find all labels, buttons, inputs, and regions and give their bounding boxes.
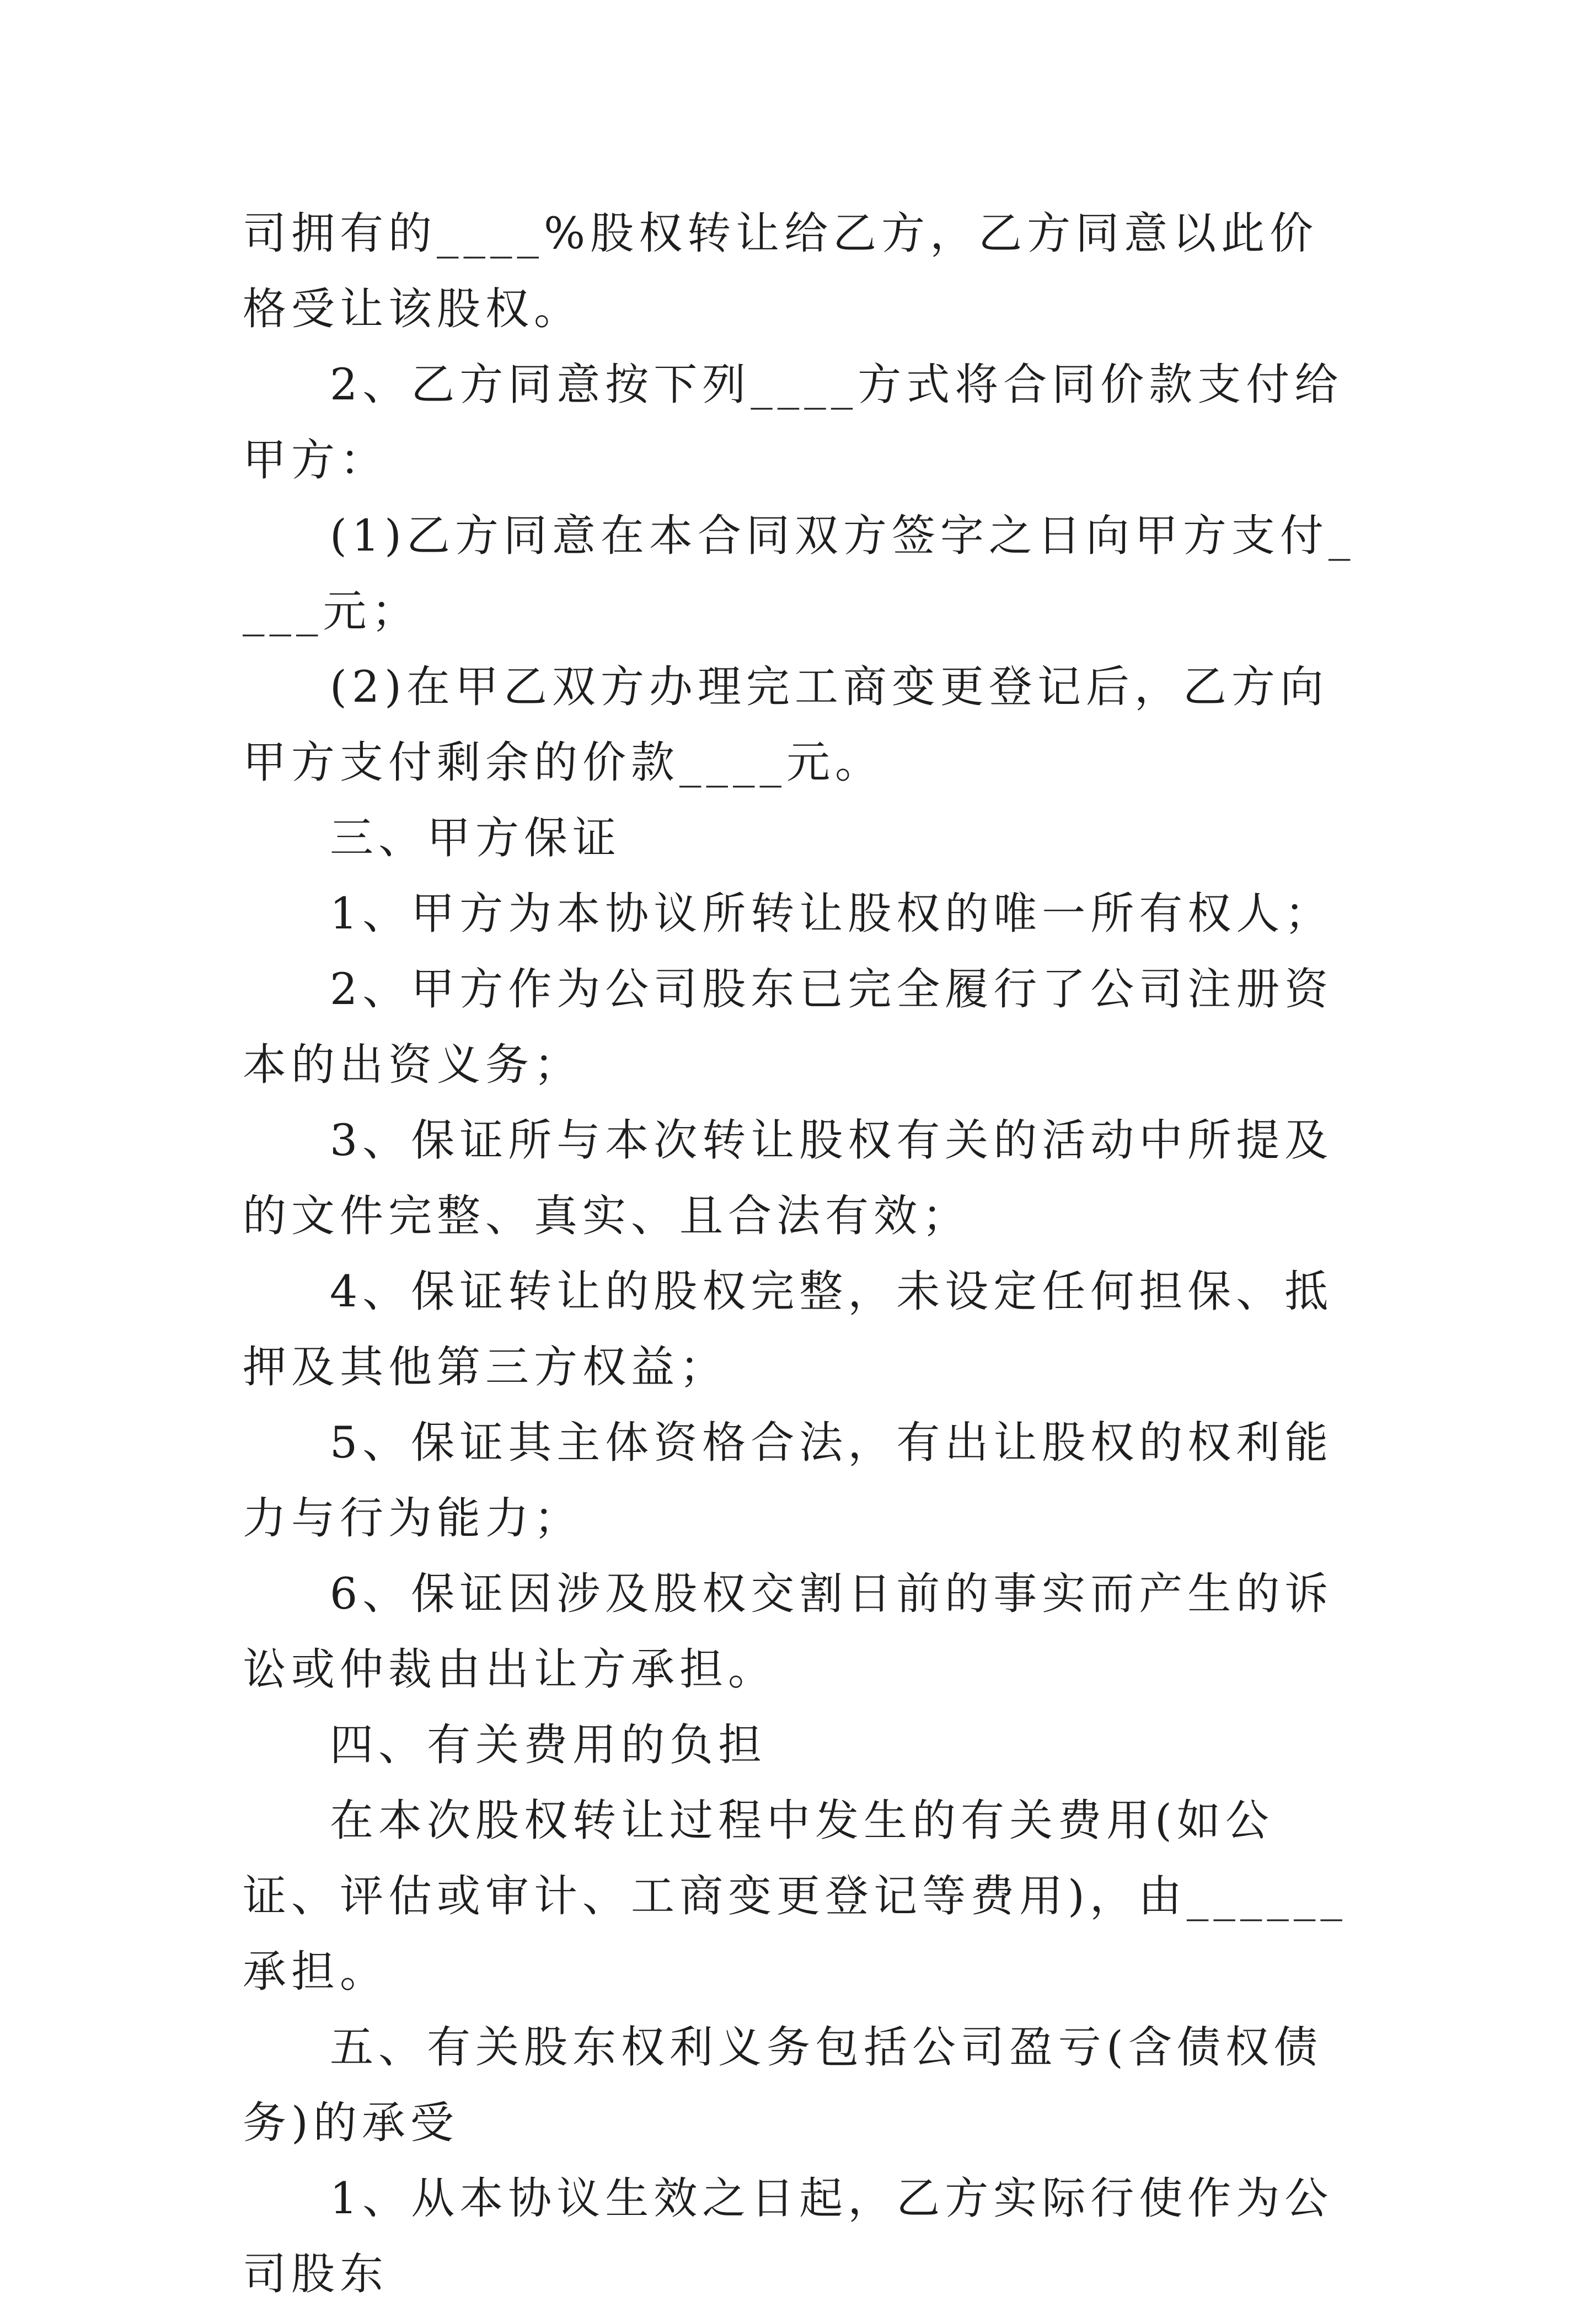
paragraph-guarantee-5: 5、保证其主体资格合法，有出让股权的权利能力与行为能力； (243, 1417, 1333, 1544)
paragraph-guarantee-6: 6、保证因涉及股权交割日前的事实而产生的诉讼或仲裁由出让方承担。 (243, 1568, 1333, 1695)
paragraph-guarantee-1: 1、甲方为本协议所转让股权的唯一所有权人； (330, 888, 1333, 939)
paragraph-guarantee-3: 3、保证所与本次转让股权有关的活动中所提及的文件完整、真实、且合法有效； (243, 1115, 1333, 1241)
paragraph-guarantee-2: 2、甲方作为公司股东已完全履行了公司注册资本的出资义务； (243, 964, 1333, 1090)
paragraph-payment-method: 2、乙方同意按下列____方式将合同价款支付给甲方： (243, 359, 1343, 485)
paragraph-transfer-ratio: 司拥有的____%股权转让给乙方，乙方同意以此价格受让该股权。 (243, 208, 1319, 334)
paragraph-payment-remaining: (2)在甲乙双方办理完工商变更登记后，乙方向甲方支付剩余的价款____元。 (243, 661, 1329, 788)
section-heading-shareholder-rights: 五、有关股东权利义务包括公司盈亏(含债权债务)的承受 (243, 2022, 1322, 2148)
paragraph-payment-first: (1)乙方同意在本合同双方签字之日向甲方支付____元； (243, 510, 1356, 637)
contract-body (243, 196, 1357, 2312)
paragraph-expenses: 在本次股权转让过程中发生的有关费用(如公证、评估或审计、工商变更登记等费用)，由______承担。 (243, 1795, 1347, 1997)
section-heading-party-a-guarantee: 三、甲方保证 (330, 813, 621, 863)
paragraph-rights-1: 1、从本协议生效之日起，乙方实际行使作为公司股东 (243, 2173, 1333, 2299)
section-heading-expenses: 四、有关费用的负担 (330, 1720, 767, 1770)
paragraph-guarantee-4: 4、保证转让的股权完整，未设定任何担保、抵押及其他第三方权益； (243, 1266, 1333, 1392)
